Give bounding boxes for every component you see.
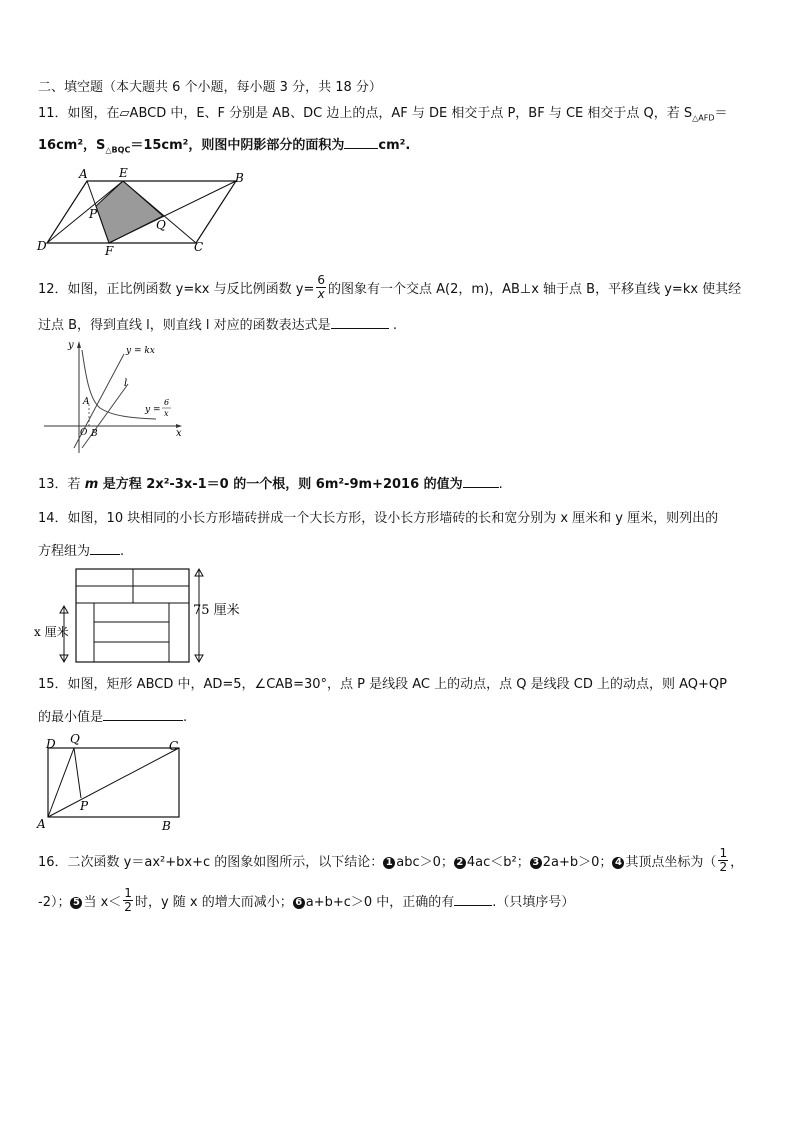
q12-label-A: A	[83, 397, 90, 407]
q15-number: 15．	[38, 677, 68, 692]
q11-label-B: B	[235, 171, 244, 185]
q12-graph-figure	[36, 338, 186, 458]
q16-fraction-1: $\frac{1}{2}$	[719, 846, 728, 874]
q11-label-F: F	[105, 244, 114, 258]
q15-text1: 如图，矩形 ABCD 中，AD=5，∠CAB=30°，点 P 是线段 AC 上的动点，点 Q 是线段 CD 上的动点，则 AQ+QP	[67, 677, 727, 692]
q12-label-B: B	[91, 429, 98, 439]
q11-answer-blank[interactable]	[344, 135, 378, 149]
q11-text5: cm².	[378, 138, 411, 153]
q14-line2	[38, 541, 124, 560]
q14-text3: .	[120, 544, 125, 559]
q16-number: 16．	[38, 855, 68, 870]
q12-text1: 如图，正比例函数 y=kx 与反比例函数 y=	[67, 282, 315, 297]
q16-answer-blank[interactable]	[454, 892, 492, 906]
q15-label-D: D	[46, 737, 56, 751]
q11-parallelogram-figure	[36, 166, 251, 256]
q16-stmt2: 4ac＜b²；	[466, 855, 530, 870]
q11-label-Q: Q	[156, 218, 166, 232]
q15-text3: .	[183, 710, 188, 725]
circle-5-icon: 5	[70, 897, 82, 909]
q12-label-y: y	[68, 340, 74, 351]
q14-line1	[38, 511, 718, 527]
q11-sub2: △BQC	[105, 145, 131, 155]
q13-line	[38, 474, 503, 493]
section-title: 二、填空题（本大题共 6 个小题，每小题 3 分，共 18 分）	[38, 80, 382, 95]
q12-text3: 过点 B，得到直线 l，则直线 l 对应的函数表达式是	[38, 318, 331, 333]
q12-label-xden: x	[164, 409, 169, 418]
q12-label-x: x	[176, 428, 182, 439]
q12-fraction: $\frac{6}{x}$	[317, 273, 325, 301]
q15-answer-blank[interactable]	[103, 707, 183, 721]
q11-label-D: D	[37, 239, 47, 253]
q13-text2: 是方程 2x²-3x-1＝0 的一个根，则 6m²-9m+2016 的值为	[98, 477, 463, 492]
q12-label-l: l	[124, 378, 128, 389]
q16-line2	[38, 886, 575, 916]
q13-text1: 若	[67, 477, 85, 492]
q11-label-A: A	[79, 167, 88, 181]
q14-label-height: 75 厘米	[193, 603, 240, 618]
q16-stmt4b: ，	[730, 855, 744, 870]
q15-label-A: A	[37, 817, 46, 831]
circle-2-icon: 2	[454, 857, 466, 869]
circle-4-icon: 4	[612, 857, 624, 869]
q12-text2: 的图象有一个交点 A(2，m)，AB⊥x 轴于点 B，平移直线 y=kx 使其经	[327, 282, 742, 297]
q15-line1	[38, 677, 727, 693]
q11-text1: 如图，在▱ABCD 中，E、F 分别是 AB、DC 边上的点，AF 与 DE 相交于点 P，BF 与 CE 相交于点 Q，若 S	[67, 106, 693, 121]
q14-text1: 如图，10 块相同的小长方形墙砖拼成一个大长方形，设小长方形墙砖的长和宽分别为 x 厘米和 y 厘米，则列出的	[67, 511, 719, 526]
q16-fraction-2: $\frac{1}{2}$	[124, 886, 132, 914]
q12-label-O: O	[80, 428, 88, 438]
q11-sub1: △AFD	[692, 113, 715, 123]
q15-rectangle-figure	[34, 730, 194, 835]
q14-text2: 方程组为	[38, 544, 91, 559]
circle-3-icon: 3	[530, 857, 542, 869]
q16-stmt5: 当 x＜	[83, 895, 122, 910]
q12-text4: .	[392, 318, 397, 333]
q13-answer-blank[interactable]	[463, 474, 499, 488]
q12-answer-blank[interactable]	[331, 315, 389, 329]
q15-label-C: C	[169, 739, 179, 753]
q12-label-yeq: y =	[145, 405, 161, 415]
q14-number: 14．	[38, 511, 68, 526]
q14-label-x: x 厘米	[34, 625, 69, 639]
q12-number: 12．	[38, 282, 68, 297]
q16-stmt6: a+b+c＞0 中，正确的有	[305, 895, 455, 910]
q16-stmt3: 2a+b＞0；	[542, 855, 613, 870]
q15-label-Q: Q	[70, 732, 80, 746]
q12-label-six: 6	[164, 398, 170, 407]
q16-stmt4: 其顶点坐标为（	[625, 855, 717, 870]
q11-number: 11．	[38, 106, 68, 121]
circle-1-icon: 1	[383, 857, 395, 869]
q12-label-ykx: y = kx	[126, 346, 155, 356]
q11-label-E: E	[119, 166, 128, 180]
q13-number: 13．	[38, 477, 68, 492]
q16-text1: 二次函数 y＝ax²+bx+c 的图象如图所示，以下结论：	[67, 855, 384, 870]
q13-var-m: m	[84, 477, 99, 492]
q15-text2: 的最小值是	[38, 710, 104, 725]
q11-label-C: C	[194, 240, 204, 254]
q16-line1	[38, 846, 744, 876]
q16-stmt5a: -2）；	[38, 895, 71, 910]
q12-line1	[38, 273, 742, 303]
q15-line2	[38, 707, 187, 726]
q16-stmt5b: 时，y 随 x 的增大而减小；	[134, 895, 293, 910]
q11-text4: ＝15cm²，则图中阴影部分的面积为	[130, 138, 345, 153]
q13-text3: .	[498, 477, 503, 492]
q15-label-P: P	[80, 799, 89, 813]
q16-stmt1: abc＞0；	[396, 855, 454, 870]
q14-brick-figure	[34, 566, 244, 666]
q12-line2	[38, 315, 397, 334]
q11-line1	[38, 106, 728, 127]
q11-label-P: P	[89, 207, 98, 221]
q11-line2	[38, 135, 410, 159]
q11-text3: 16cm²，S	[38, 138, 106, 153]
q16-stmt7: .（只填序号）	[492, 895, 575, 910]
q11-text2: ＝	[714, 106, 728, 121]
q14-answer-blank[interactable]	[90, 541, 120, 555]
circle-6-icon: 6	[293, 897, 305, 909]
q15-label-B: B	[162, 819, 171, 833]
